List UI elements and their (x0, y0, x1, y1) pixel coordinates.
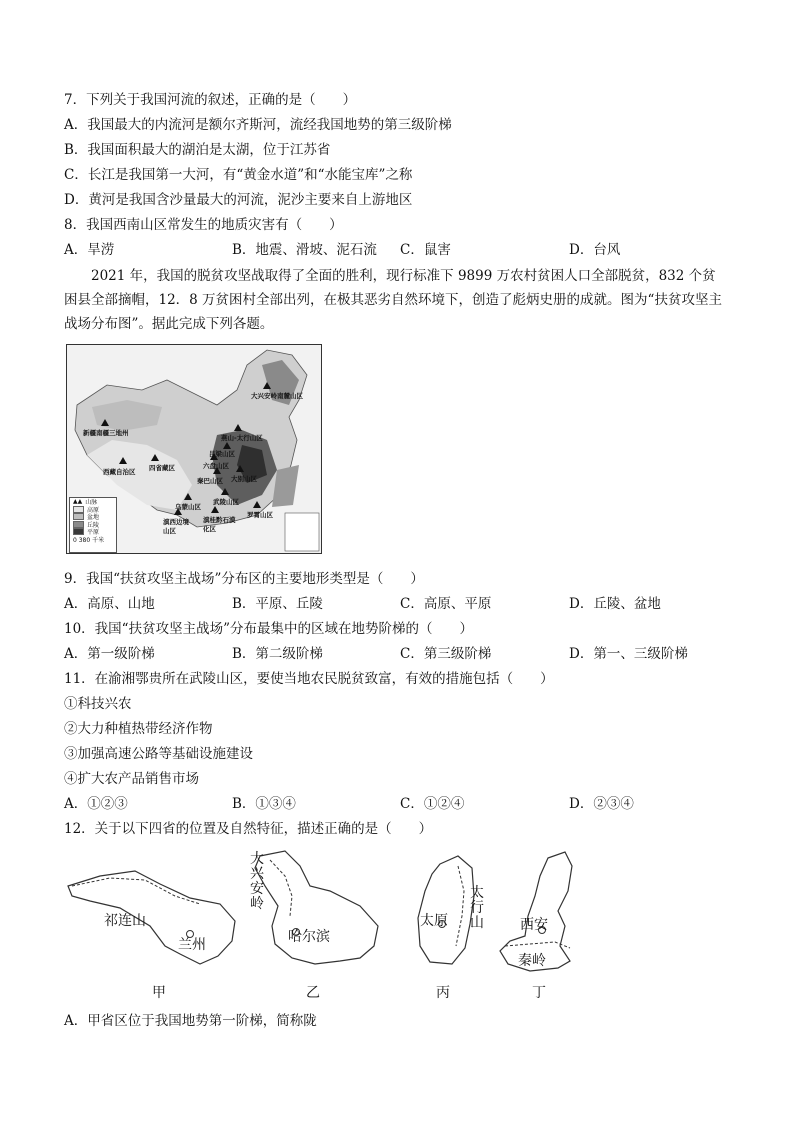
label-taiyuan: 太原 (420, 913, 448, 929)
q9-option-d: D．丘陵、盆地 (569, 596, 661, 612)
map-label-lvliang: 吕梁山区 (209, 450, 235, 458)
label-haerbin: 哈尔滨 (288, 929, 330, 945)
q10-option-a: A．第一级阶梯 (64, 646, 155, 662)
map-label-wumeng: 乌蒙山区 (175, 503, 201, 511)
map-label-yanshan: 燕山-太行山区 (221, 434, 263, 442)
caption-bing: 丙 (436, 985, 450, 1001)
q9-option-c: C．高原、平原 (400, 596, 492, 612)
label-taihangshan: 太行山 (470, 885, 484, 931)
caption-ding: 丁 (532, 985, 546, 1001)
q11-item-2: ②大力种植热带经济作物 (64, 721, 213, 737)
q11-item-1: ①科技兴农 (64, 696, 132, 712)
label-qilianshan: 祁连山 (104, 913, 146, 929)
q10-option-b: B．第二级阶梯 (232, 646, 323, 662)
label-xian: 西安 (520, 917, 548, 933)
q8-option-d: D．台风 (569, 242, 621, 258)
map-label-qinba: 秦巴山区 (197, 477, 223, 485)
q10-option-d: D．第一、三级阶梯 (569, 646, 688, 662)
q8-option-a: A．旱涝 (64, 242, 115, 258)
map-label-sishengzangqu: 四省藏区 (149, 464, 175, 472)
label-daxinganling: 大兴安岭 (250, 851, 264, 912)
q9-stem: 9．我国“扶贫攻坚主战场”分布区的主要地形类型是（ ） (64, 571, 424, 587)
q11-option-d: D．②③④ (569, 796, 634, 812)
q12-stem: 12．关于以下四省的位置及自然特征，描述正确的是（ ） (64, 821, 433, 837)
label-qinling: 秦岭 (518, 953, 546, 969)
map-label-dabie: 大别山区 (231, 475, 257, 483)
q11-option-b: B．①③④ (232, 796, 296, 812)
q7-option-a: A．我国最大的内流河是额尔齐斯河，流经我国地势的第三级阶梯 (64, 117, 452, 133)
map-label-xinjiang: 新疆南疆三地州 (83, 429, 129, 437)
q11-item-3: ③加强高速公路等基础设施建设 (64, 746, 253, 762)
map-label-dianxi: 滇西边境山区 (163, 518, 189, 535)
q8-stem: 8．我国西南山区常发生的地质灾害有（ ） (64, 217, 343, 233)
q9-option-b: B．平原、丘陵 (232, 596, 323, 612)
map-label-luoxiao: 罗霄山区 (247, 511, 273, 519)
map-label-daxinganling: 大兴安岭南麓山区 (251, 392, 303, 400)
legend-plain: 平原 (87, 529, 100, 537)
q9-option-a: A．高原、山地 (64, 596, 155, 612)
legend-basin: 盆地 (87, 514, 100, 522)
caption-yi: 乙 (306, 985, 320, 1001)
map-label-dianguiqian: 滇桂黔石漠化区 (203, 516, 236, 533)
map-scale: 0 380 千米 (73, 536, 105, 544)
q7-option-c: C．长江是我国第一大河，有“黄金水道”和“水能宝库”之称 (64, 167, 413, 183)
q7-option-b: B．我国面积最大的湖泊是太湖，位于江苏省 (64, 142, 331, 158)
q7-stem: 7．下列关于我国河流的叙述，正确的是（ ） (64, 92, 357, 108)
q8-option-b: B．地震、滑坡、泥石流 (232, 242, 377, 258)
map-label-xizang: 西藏自治区 (103, 468, 136, 476)
q11-option-a: A．①②③ (64, 796, 128, 812)
province-outlines-figure (60, 846, 600, 1006)
q10-option-c: C．第三级阶梯 (400, 646, 492, 662)
q8-option-c: C．鼠害 (400, 242, 451, 258)
legend-hills: 丘陵 (87, 521, 100, 529)
q7-option-d: D．黄河是我国含沙量最大的河流，泥沙主要来自上游地区 (64, 192, 413, 208)
caption-jia: 甲 (152, 985, 166, 1001)
passage: 2021 年，我国的脱贫攻坚战取得了全面的胜利，现行标准下 9899 万农村贫困人口全部脱贫，832 个贫困县全部摘帽，12．8 万贫困村全部出列，在极其恶劣自然环境下，创造了彪炳史册的成就。图为“扶贫攻坚主战场分布图”。据此完成下列各题。 (64, 268, 722, 332)
poverty-map (66, 344, 322, 554)
label-lanzhou: 兰州 (178, 937, 206, 953)
map-label-wuling: 武陵山区 (213, 498, 239, 506)
legend-plateau: 高原 (87, 506, 100, 514)
map-legend: ▲▲ 山脉 高原 盆地 丘陵 平原 0 380 千米 (69, 497, 117, 553)
q11-item-4: ④扩大农产品销售市场 (64, 771, 199, 787)
legend-mountain: 山脉 (85, 499, 98, 507)
q11-option-c: C．①②④ (400, 796, 465, 812)
q10-stem: 10．我国“扶贫攻坚主战场”分布最集中的区域在地势阶梯的（ ） (64, 621, 473, 637)
q12-option-a: A．甲省区位于我国地势第一阶梯，简称陇 (64, 1013, 317, 1029)
q11-stem: 11．在渝湘鄂贵所在武陵山区，要使当地农民脱贫致富，有效的措施包括（ ） (64, 671, 554, 687)
map-label-liupan: 六盘山区 (203, 462, 229, 470)
